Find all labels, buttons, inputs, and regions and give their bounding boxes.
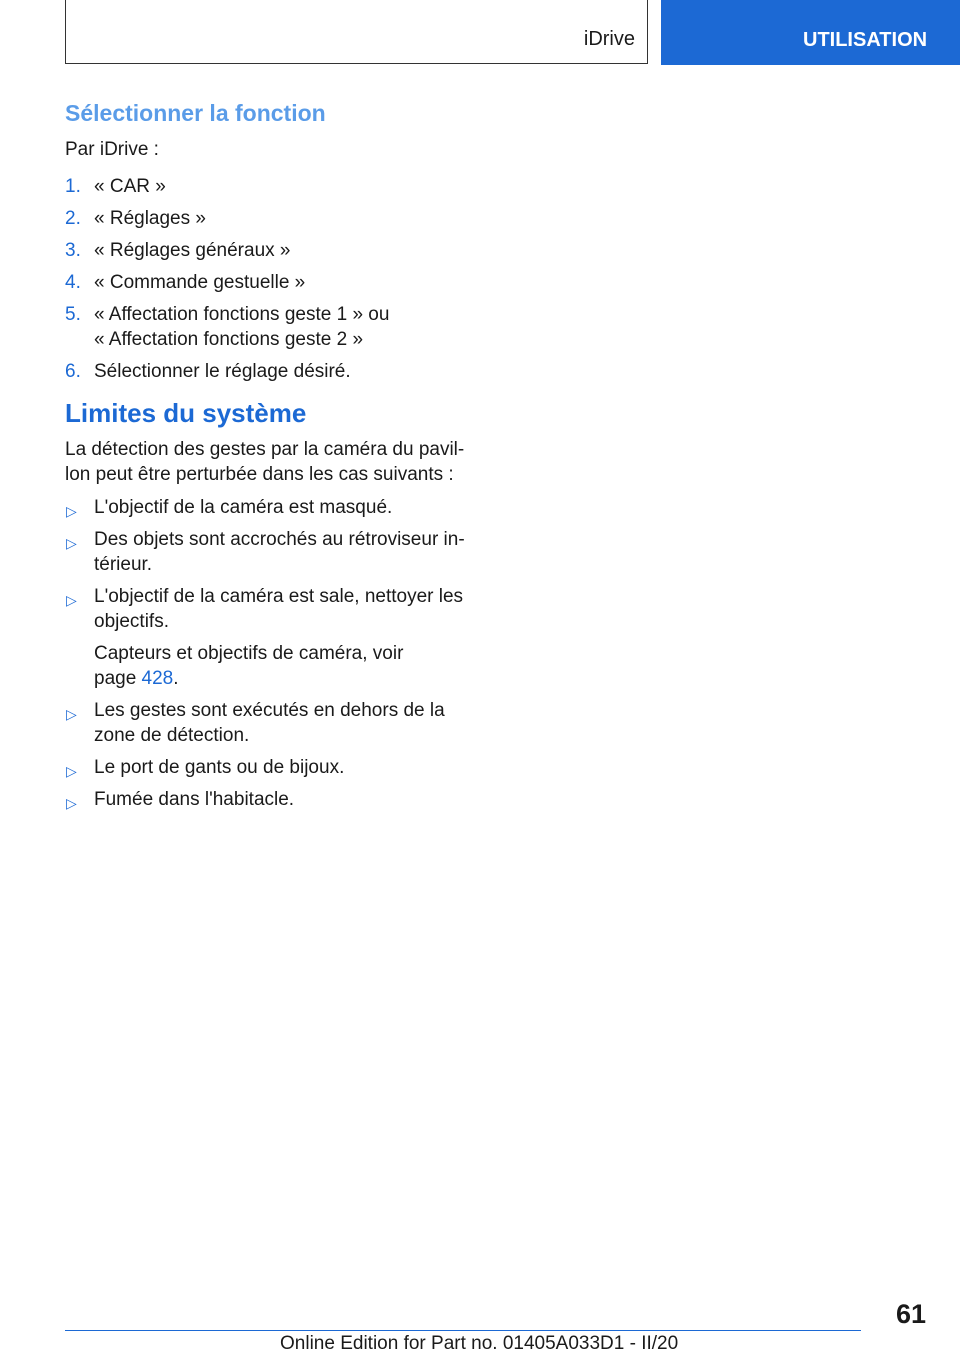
step-number: 5. bbox=[65, 304, 81, 325]
triangle-bullet-icon: ▷ bbox=[66, 763, 77, 779]
note-suffix: . bbox=[173, 668, 179, 689]
note-text: Capteurs et objectifs de caméra, voir bbox=[94, 643, 404, 664]
step-text: « Commande gestuelle » bbox=[94, 272, 306, 293]
step-number: 1. bbox=[65, 176, 81, 197]
limits-list bbox=[65, 495, 475, 812]
step-item bbox=[65, 302, 475, 352]
list-item bbox=[65, 584, 475, 691]
select-intro: Par iDrive : bbox=[65, 139, 159, 160]
note-page-prefix: page bbox=[94, 668, 142, 689]
header-chapter-tab: UTILISATION bbox=[661, 0, 960, 65]
list-item bbox=[65, 698, 475, 748]
limits-intro-line: La détection des gestes par la caméra du pavil- bbox=[65, 439, 465, 460]
triangle-bullet-icon: ▷ bbox=[66, 795, 77, 811]
step-text: « Affectation fonctions geste 2 » bbox=[94, 329, 364, 350]
step-text: « Réglages » bbox=[94, 208, 206, 229]
step-item bbox=[65, 238, 475, 263]
step-number: 4. bbox=[65, 272, 81, 293]
step-number: 3. bbox=[65, 240, 81, 261]
step-text: « CAR » bbox=[94, 176, 166, 197]
list-item bbox=[65, 527, 475, 577]
section-heading-select-function: Sélectionner la fonction bbox=[65, 100, 326, 126]
step-number: 2. bbox=[65, 208, 81, 229]
triangle-bullet-icon: ▷ bbox=[66, 503, 77, 519]
list-item-text: Le port de gants ou de bijoux. bbox=[94, 757, 345, 778]
page-number: 61 bbox=[895, 1299, 926, 1329]
step-text: « Réglages généraux » bbox=[94, 240, 291, 261]
list-item-text: zone de détection. bbox=[94, 725, 250, 746]
footer-edition-text: Online Edition for Part no. 01405A033D1 - II/20 bbox=[280, 1333, 679, 1354]
step-text: Sélectionner le réglage désiré. bbox=[94, 361, 351, 382]
list-item-text: Des objets sont accrochés au rétroviseur in- bbox=[94, 529, 465, 550]
steps-list bbox=[65, 174, 475, 384]
list-item-text: L'objectif de la caméra est masqué. bbox=[94, 497, 393, 518]
list-item bbox=[65, 495, 475, 520]
header-section-box bbox=[65, 0, 648, 64]
list-item-text: objectifs. bbox=[94, 611, 169, 632]
list-item-text: Fumée dans l'habitacle. bbox=[94, 789, 295, 810]
section-heading-limits: Limites du système bbox=[65, 398, 307, 428]
list-item bbox=[65, 755, 475, 780]
page-link[interactable]: 428 bbox=[141, 668, 174, 689]
step-item bbox=[65, 206, 475, 231]
page-content bbox=[65, 100, 475, 819]
triangle-bullet-icon: ▷ bbox=[66, 706, 77, 722]
step-item bbox=[65, 174, 475, 199]
step-item bbox=[65, 270, 475, 295]
limits-intro bbox=[65, 437, 475, 487]
list-item bbox=[65, 787, 475, 812]
step-item bbox=[65, 359, 475, 384]
footer-divider bbox=[65, 1330, 861, 1331]
triangle-bullet-icon: ▷ bbox=[66, 535, 77, 551]
cross-reference-note bbox=[94, 641, 475, 691]
step-text: « Affectation fonctions geste 1 » ou bbox=[94, 304, 390, 325]
list-item-text: térieur. bbox=[94, 554, 153, 575]
triangle-bullet-icon: ▷ bbox=[66, 592, 77, 608]
limits-intro-line: lon peut être perturbée dans les cas suivants : bbox=[65, 464, 454, 485]
step-number: 6. bbox=[65, 361, 81, 382]
list-item-text: Les gestes sont exécutés en dehors de la bbox=[94, 700, 445, 721]
header-section-title: iDrive bbox=[583, 28, 635, 50]
list-item-text: L'objectif de la caméra est sale, nettoyer les bbox=[94, 586, 464, 607]
